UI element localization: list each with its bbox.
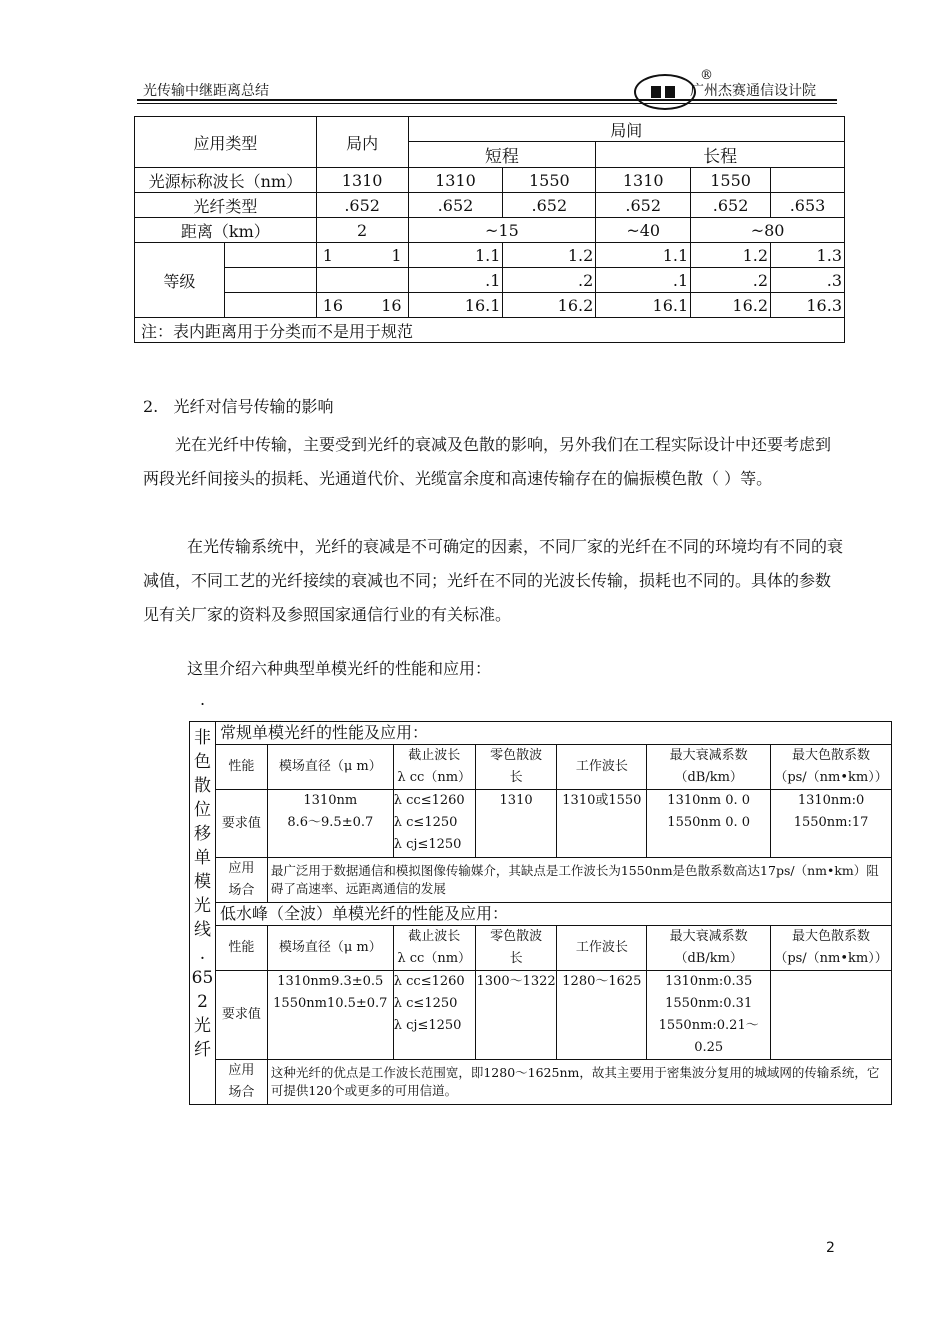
table-cell: 1310 bbox=[408, 168, 503, 193]
col-header: 最大衰减系数 （dB/km） bbox=[647, 745, 771, 790]
block1-title: 常规单模光纤的性能及应用： bbox=[215, 722, 891, 745]
table-note: 注：表内距离用于分类而不是用于规范 bbox=[135, 318, 845, 343]
table-cell: ~80 bbox=[691, 218, 845, 243]
grade-value: 16 bbox=[381, 295, 402, 315]
paragraph-2 bbox=[143, 530, 843, 632]
table-cell: 1310或1550 bbox=[557, 790, 647, 858]
table-cell: .652 bbox=[408, 193, 503, 218]
table-cell: 1310nm 0. 0 1550nm 0. 0 bbox=[647, 790, 771, 858]
table-cell: 1310 bbox=[596, 168, 691, 193]
table-cell: .652 bbox=[503, 193, 596, 218]
vertical-label-char: 色 bbox=[193, 752, 211, 772]
vertical-label-char: 线 bbox=[193, 920, 211, 940]
inter-header: 局间 bbox=[408, 117, 844, 142]
table-cell: .3 bbox=[771, 268, 845, 293]
table-cell: 1550 bbox=[691, 168, 771, 193]
table-cell: λ cc≤1260 λ c≤1250 λ cj≤1250 bbox=[393, 790, 475, 858]
col-header: 最大色散系数 （ps/（nm•km）） bbox=[771, 926, 892, 971]
col-header: 工作波长 bbox=[557, 745, 647, 790]
short-header: 短程 bbox=[408, 142, 596, 168]
table-cell: 1.1 bbox=[596, 243, 691, 268]
table-cell bbox=[771, 168, 845, 193]
app-type-header: 应用类型 bbox=[135, 117, 317, 168]
page-number: 2 bbox=[826, 1240, 835, 1256]
table-cell: λ cc≤1260 λ c≤1250 λ cj≤1250 bbox=[393, 971, 475, 1060]
header-rule-thin bbox=[137, 103, 837, 104]
vertical-label-char: 纤 bbox=[193, 1040, 211, 1060]
table-cell: .1 bbox=[408, 268, 503, 293]
vertical-label-char: 位 bbox=[193, 800, 211, 820]
table-cell bbox=[771, 971, 892, 1060]
col-header: 最大衰减系数 （dB/km） bbox=[647, 926, 771, 971]
table-cell: 1.2 bbox=[691, 243, 771, 268]
table-cell: 16.2 bbox=[503, 293, 596, 318]
table-cell: 16.2 bbox=[691, 293, 771, 318]
table-cell: 16.1 bbox=[596, 293, 691, 318]
table-cell bbox=[224, 293, 316, 318]
table-cell: 1310 bbox=[316, 168, 408, 193]
table-cell bbox=[316, 293, 408, 318]
table-cell: 1.3 bbox=[771, 243, 845, 268]
single-mode-fiber-table bbox=[189, 721, 892, 1105]
grade-value: 16 bbox=[322, 295, 344, 315]
perf-label: 性能 bbox=[215, 926, 267, 971]
table-cell: 1310nm 8.6～9.5±0.7 bbox=[267, 790, 393, 858]
req-label: 要求值 bbox=[215, 971, 267, 1060]
grade-value: 1 bbox=[391, 245, 402, 265]
col-header: 工作波长 bbox=[557, 926, 647, 971]
grade-value: 1 bbox=[322, 245, 333, 265]
table-cell: 1280～1625 bbox=[557, 971, 647, 1060]
paragraph-1 bbox=[143, 428, 843, 496]
paragraph-text: 光在光纤中传输，主要受到光纤的衰减及色散的影响，另外我们在工程实际设计中还要考虑到两段光纤间接头的损耗、光通道代价、光缆富余度和高速传输存在的偏振模色散（ ）等。 bbox=[143, 435, 832, 488]
table-cell: 1550 bbox=[503, 168, 596, 193]
distance-classification-table bbox=[134, 116, 845, 343]
table-cell: 1310nm:0 1550nm:17 bbox=[771, 790, 892, 858]
table-cell: 16.1 bbox=[408, 293, 503, 318]
table-cell: 1310nm9.3±0.5 1550nm10.5±0.7 bbox=[267, 971, 393, 1060]
table-cell: .2 bbox=[691, 268, 771, 293]
vertical-label-char: 移 bbox=[193, 824, 211, 844]
table-cell bbox=[316, 243, 408, 268]
table-cell: .1 bbox=[596, 268, 691, 293]
table-cell: 2 bbox=[316, 218, 408, 243]
fiber-category-label bbox=[190, 722, 216, 1105]
vertical-label-char: 2 bbox=[197, 992, 208, 1012]
app-text: 最广泛用于数据通信和模拟图像传输媒介，其缺点是工作波长为1550nm是色散系数高达17ps/（nm•km）阻碍了高速率、远距离通信的发展 bbox=[267, 858, 891, 903]
logo-mark-gap bbox=[661, 83, 665, 99]
table-cell: .653 bbox=[771, 193, 845, 218]
section-number: 2. bbox=[143, 397, 159, 416]
table-cell: .2 bbox=[503, 268, 596, 293]
intra-header: 局内 bbox=[316, 117, 408, 168]
vertical-label-char: 模 bbox=[193, 872, 211, 892]
col-header: 截止波长 λ cc（nm） bbox=[393, 745, 475, 790]
col-header: 零色散波 长 bbox=[475, 926, 557, 971]
perf-label: 性能 bbox=[215, 745, 267, 790]
col-header: 模场直径（μ m） bbox=[267, 926, 393, 971]
table-cell: .652 bbox=[316, 193, 408, 218]
vertical-label-char: . bbox=[199, 944, 206, 964]
table-cell: ~40 bbox=[596, 218, 691, 243]
wavelength-label: 光源标称波长（nm） bbox=[135, 168, 317, 193]
header-company: 广州杰赛通信设计院 bbox=[690, 83, 816, 99]
vertical-label bbox=[190, 726, 215, 1062]
table-cell bbox=[224, 268, 316, 293]
grade-label: 等级 bbox=[135, 243, 225, 318]
table-cell: 1.1 bbox=[408, 243, 503, 268]
req-label: 要求值 bbox=[215, 790, 267, 858]
header-rule bbox=[137, 99, 837, 101]
table-cell: .652 bbox=[596, 193, 691, 218]
fiber-type-label: 光纤类型 bbox=[135, 193, 317, 218]
col-header: 零色散波 长 bbox=[475, 745, 557, 790]
stray-dot: . bbox=[200, 690, 206, 709]
vertical-label-char: 65 bbox=[191, 968, 214, 988]
section-title: 光纤对信号传输的影响 bbox=[173, 397, 334, 416]
table-cell: .652 bbox=[691, 193, 771, 218]
vertical-label-char: 光 bbox=[193, 1016, 211, 1036]
long-header: 长程 bbox=[596, 142, 845, 168]
table-cell: 16.3 bbox=[771, 293, 845, 318]
vertical-label-char: 散 bbox=[193, 776, 211, 796]
vertical-label-char: 单 bbox=[193, 848, 211, 868]
col-header: 截止波长 λ cc（nm） bbox=[393, 926, 475, 971]
block2-title: 低水峰（全波）单模光纤的性能及应用： bbox=[215, 903, 891, 926]
section-heading bbox=[143, 394, 334, 417]
table-cell: ~15 bbox=[408, 218, 596, 243]
app-label: 应用 场合 bbox=[215, 1060, 267, 1105]
table-cell bbox=[316, 268, 408, 293]
vertical-label-char: 非 bbox=[193, 728, 211, 748]
app-text: 这种光纤的优点是工作波长范围宽，即1280～1625nm，故其主要用于密集波分复用的城域网的传输系统，它可提供120个或更多的可用信道。 bbox=[267, 1060, 891, 1105]
table-cell: 1.2 bbox=[503, 243, 596, 268]
paragraph-3: 这里介绍六种典型单模光纤的性能和应用： bbox=[187, 659, 492, 678]
col-header: 最大色散系数 （ps/（nm•km）） bbox=[771, 745, 892, 790]
col-header: 模场直径（μ m） bbox=[267, 745, 393, 790]
table-cell: 1310 bbox=[475, 790, 557, 858]
table-cell: 1300～1322 bbox=[475, 971, 557, 1060]
table-cell: 1310nm:0.35 1550nm:0.31 1550nm:0.21～0.25 bbox=[647, 971, 771, 1060]
vertical-label-char: 光 bbox=[193, 896, 211, 916]
registered-mark: ® bbox=[700, 68, 713, 83]
app-label: 应用 场合 bbox=[215, 858, 267, 903]
table-cell bbox=[224, 243, 316, 268]
paragraph-text: 在光传输系统中，光纤的衰减是不可确定的因素，不同厂家的光纤在不同的环境均有不同的衰减值，不同工艺的光纤接续的衰减也不同；光纤在不同的光波长传输，损耗也不同的。具体的参数见有关厂家的资料及参照国家通信行业的有关标准。 bbox=[143, 537, 844, 624]
distance-label: 距离（km） bbox=[135, 218, 317, 243]
header-title: 光传输中继距离总结 bbox=[143, 83, 269, 99]
